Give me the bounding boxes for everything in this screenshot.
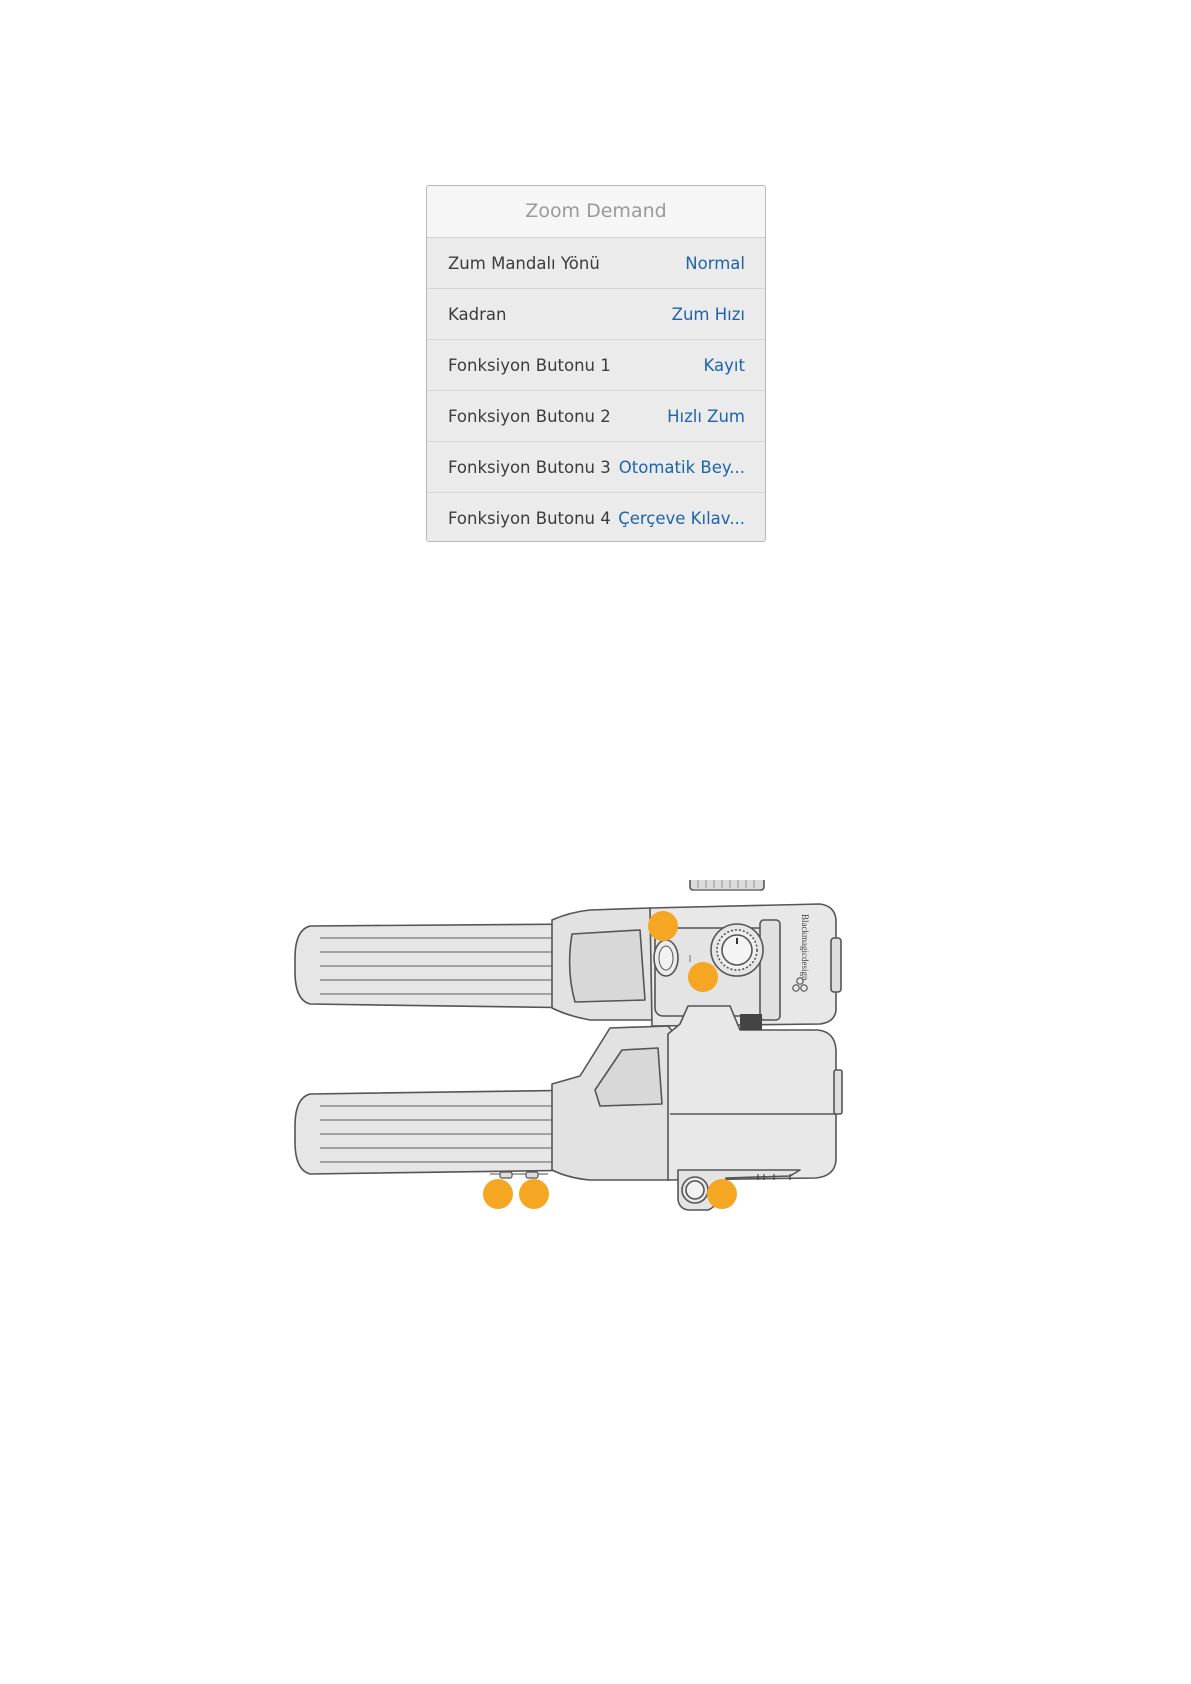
setting-value[interactable]: Çerçeve Kılav...	[618, 509, 745, 528]
setting-label: Zum Mandalı Yönü	[448, 253, 600, 273]
zoom-demand-side-view	[295, 1006, 842, 1210]
rocker-recess	[570, 930, 645, 1002]
setting-value[interactable]: Otomatik Bey...	[618, 457, 745, 477]
zoom-demand-panel	[426, 185, 766, 542]
function-button-4	[526, 1172, 538, 1178]
setting-row-function-button-4[interactable]	[427, 493, 765, 542]
function-button-3	[500, 1172, 512, 1178]
top-dial-wheel	[690, 880, 764, 890]
panel-title: Zoom Demand	[427, 186, 765, 238]
zoom-demand-illustration	[290, 880, 910, 1260]
setting-label: Fonksiyon Butonu 2	[448, 406, 611, 426]
setting-value[interactable]: Zum Hızı	[671, 304, 745, 324]
setting-label: Kadran	[448, 304, 507, 324]
setting-value[interactable]: Hızlı Zum	[667, 406, 745, 426]
callout-marker	[688, 962, 718, 992]
setting-row-function-button-1[interactable]	[427, 340, 765, 391]
callout-marker	[483, 1179, 513, 1209]
callout-marker	[648, 911, 678, 941]
setting-row-function-button-3[interactable]	[427, 442, 765, 493]
setting-row-zoom-rocker-direction[interactable]	[427, 238, 765, 289]
setting-row-function-button-2[interactable]	[427, 391, 765, 442]
setting-label: Fonksiyon Butonu 4	[448, 509, 611, 528]
callout-marker	[519, 1179, 549, 1209]
zoom-demand-top-view	[295, 880, 841, 1026]
setting-value[interactable]: Kayıt	[703, 355, 745, 375]
setting-label: Fonksiyon Butonu 3	[448, 457, 611, 477]
setting-label: Fonksiyon Butonu 1	[448, 355, 611, 375]
controller-body-side	[668, 1006, 836, 1180]
callout-marker	[707, 1179, 737, 1209]
setting-value[interactable]: Normal	[685, 253, 745, 273]
setting-row-dial[interactable]	[427, 289, 765, 340]
top-dial-edge	[740, 1014, 762, 1030]
brand-logo-text: Blackmagicdesign	[800, 914, 810, 981]
